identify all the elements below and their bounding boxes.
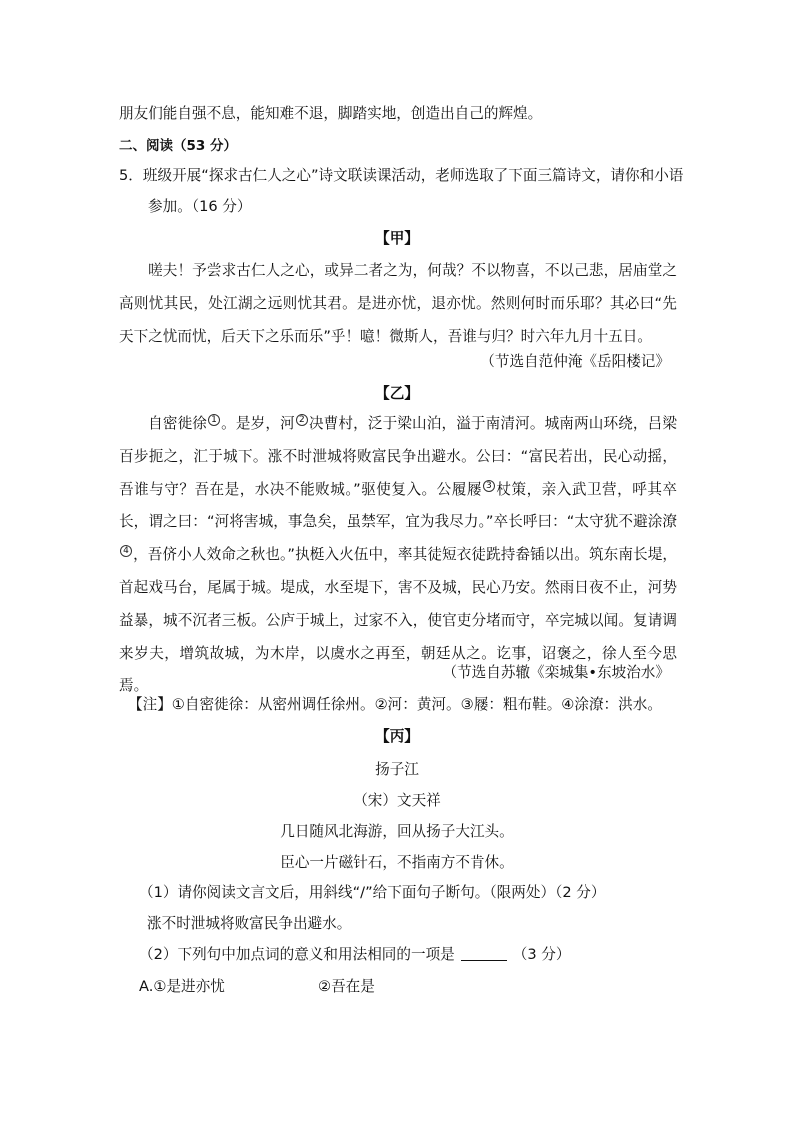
sub-question-1: （1）请你阅读文言文后，用斜线“/”给下面句子断句。（限两处）（2 分） (139, 884, 606, 901)
passage-bing-heading: 【丙】 (375, 728, 419, 745)
passage-yi-seg: 。是岁，河 (221, 415, 295, 432)
sub-question-1-sentence: 涨不时泄城将败富民争出避水。 (147, 915, 352, 932)
passage-jia-body: 嗟夫！予尝求古仁人之心，或异二者之为，何哉？不以物喜，不以己悲，居庙堂之高则忧其民，处江湖之远则忧其君。是进亦忧，退亦忧。然则何时而乐耶？其必曰“先天下之忧而忧，后天下之乐而乐”乎！噫！微斯人，吾谁与归？时六年九月十五日。 (119, 262, 677, 345)
option-a[interactable] (139, 977, 225, 997)
passage-jia-text (119, 255, 677, 353)
passage-jia-source: （节选自范仲淹《岳阳楼记》 (480, 353, 670, 370)
sub-question-2 (139, 945, 570, 965)
footnote-marker: 2 (296, 414, 308, 426)
passage-yi-text (119, 408, 677, 703)
passage-yi-notes: 【注】①自密徙徐：从密州调任徐州。②河：黄河。③屦：粗布鞋。④涂潦：洪水。 (128, 696, 662, 713)
option-a-label: A. (139, 978, 154, 995)
footnote-marker: 4 (120, 545, 132, 557)
poem-author: （宋）文天祥 (353, 792, 441, 809)
sub-question-2-text: （2）下列句中加点词的意义和用法相同的一项是 (139, 946, 455, 963)
section-title: 二、阅读（53 分） (119, 138, 237, 154)
passage-yi-seg: 杖策，亲入武卫营，呼其卒长，谓之曰：“河将害城，事急矣，虽禁军，宜为我尽力。”卒长呼曰：“太守犹不避涂潦 (119, 480, 677, 531)
question-5-line1: 5．班级开展“探求古仁人之心”诗文联读课活动，老师选取了下面三篇诗文，请你和小语 (119, 167, 684, 184)
text-line: 朋友们能自强不息，能知难不退，脚踏实地，创造出自己的辉煌。 (119, 105, 543, 122)
passage-yi-seg: ，吾侪小人效命之秋也。”执梃入火伍中，率其徒短衣徒跣持畚锸以出。筑东南长堤，首起戏马台，尾属于城。堤成，水至堤下，害不及城，民心乃安。然雨日夜不止，河势益暴，城不沉者三板。公庐于城上，过家不入，使官吏分堵而守，卒完城以闻。复请调来岁夫，增筑故城，为木岸，以虞水之再至，朝廷从之。讫事，诏褒之，徐人至今思焉。 (119, 546, 677, 695)
sub-question-2-score: （3 分） (512, 946, 571, 963)
poem-title: 扬子江 (375, 761, 419, 778)
answer-blank[interactable] (461, 946, 507, 961)
passage-yi-seg: 自密徙徐 (148, 415, 208, 432)
passage-yi-heading: 【乙】 (375, 385, 419, 402)
question-5-line2: 参加。（16 分） (148, 198, 252, 215)
passage-yi-source: （节选自苏辙《栾城集•东坡治水》 (442, 664, 670, 681)
passage-jia-heading: 【甲】 (375, 230, 419, 247)
option-a-part-2: ②吾在是 (318, 978, 375, 995)
footnote-marker: 1 (208, 414, 220, 426)
footnote-marker: 3 (483, 480, 495, 492)
poem-line-1: 几日随风北海游，回从扬子大江头。 (280, 823, 514, 840)
option-a-part-1: ①是进亦忧 (153, 978, 225, 995)
poem-line-2: 臣心一片磁针石，不指南方不肯休。 (280, 854, 514, 871)
passage-yi-seg: 决曹村，泛于梁山泊，溢于南清河。城南两山环绕，吕梁百步扼之，汇于城下。涨不时泄城将败富民争出避水。公曰：“富民若出，民心动摇，吾谁与守？吾在是，水决不能败城。”驱使复入。公履屦 (119, 415, 677, 498)
